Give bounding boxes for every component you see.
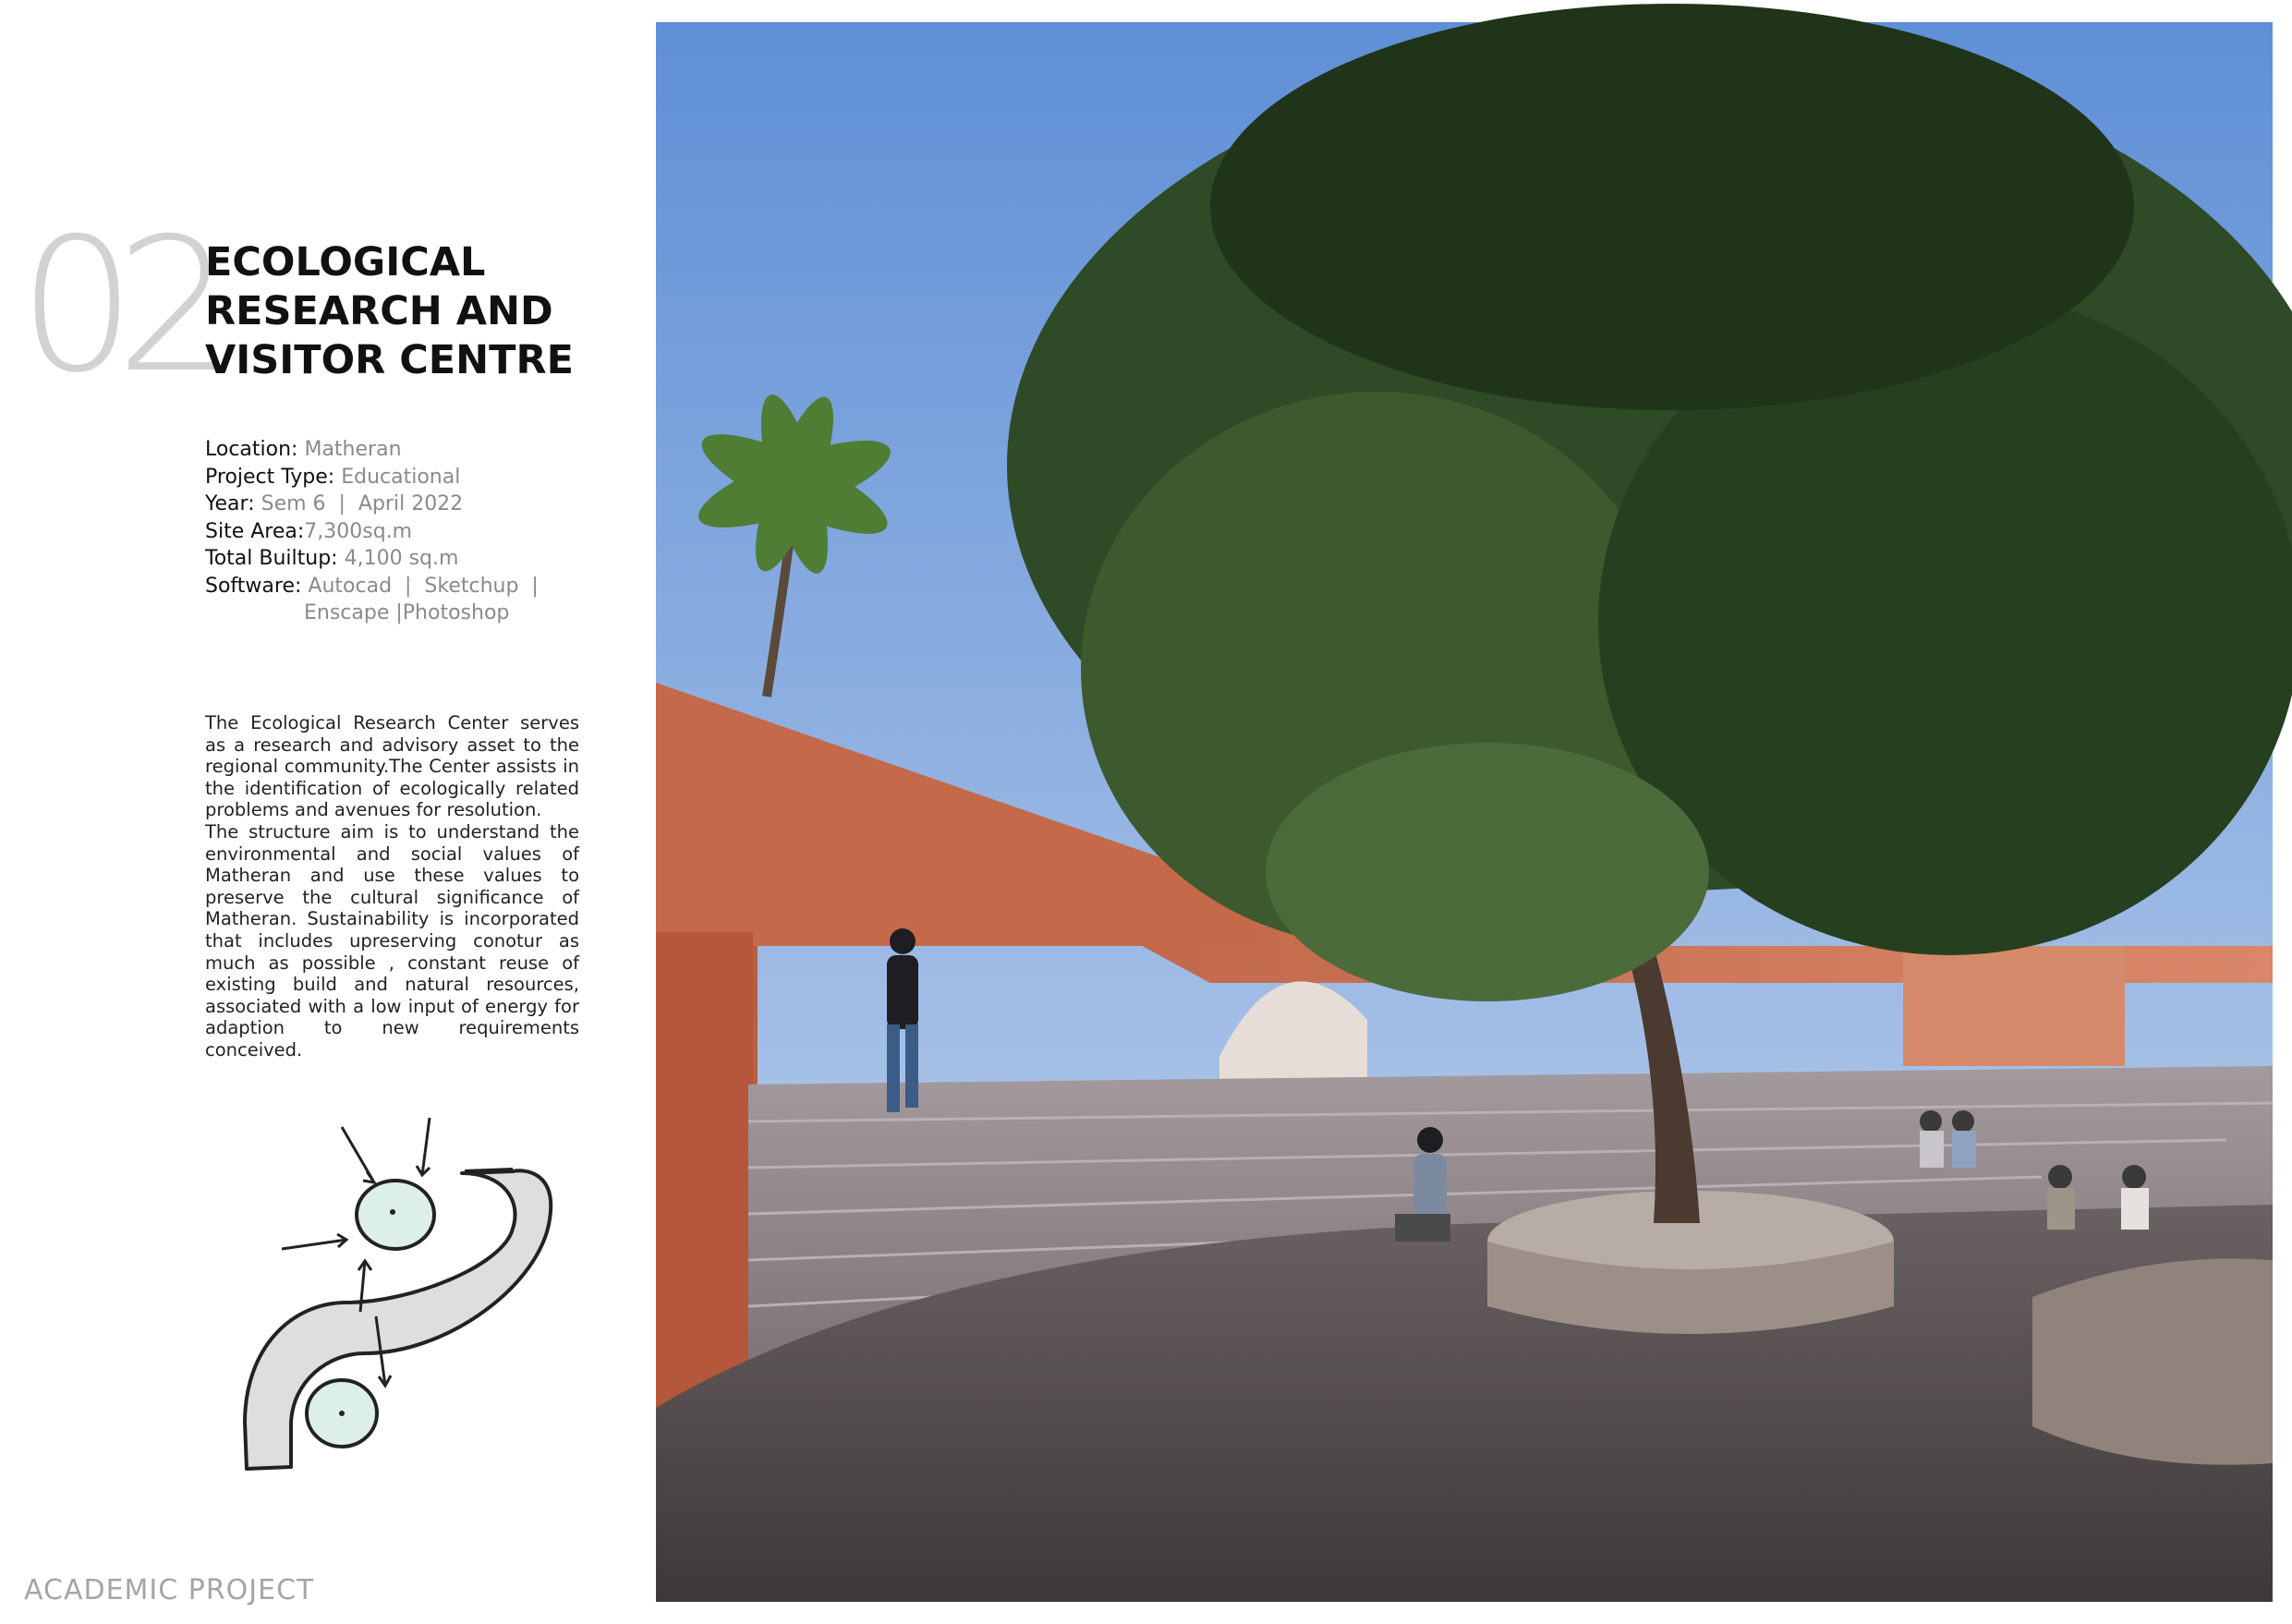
software-value-line-2: Enscape |Photoshop [304, 601, 510, 624]
green-mass-dot-lower [339, 1411, 345, 1416]
concept-sketch [208, 1118, 577, 1506]
location-value: Matheran [304, 438, 402, 461]
info-software [205, 573, 593, 627]
project-info [205, 436, 593, 627]
project-description [205, 712, 579, 1061]
project-type-label: Project Type: [205, 465, 335, 489]
photographer [1413, 1154, 1447, 1218]
walking-person [887, 955, 918, 1029]
pillar [656, 932, 753, 1412]
project-type-value: Educational [341, 465, 461, 489]
arrow-3 [282, 1240, 346, 1249]
courtyard-render [656, 22, 2273, 1624]
builtup-label: Total Builtup: [205, 547, 338, 570]
info-total-builtup [205, 545, 593, 573]
info-project-type [205, 464, 593, 491]
project-number: 02 [18, 199, 213, 414]
green-mass-dot [390, 1209, 395, 1215]
description-paragraph-1: The Ecological Research Center serves as a research and advisory asset to the regional community.The Center assists in the identification of ecologically related problems and avenues for resolution. [205, 712, 579, 821]
description-paragraph-2: The structure aim is to understand the environmental and social values of Matheran and use these values to preserve the cultural significance of Matheran. Sustainability is incorporated that includes upreserving conotur as much as possible , constant reuse of existing build and natural resources, associated with a low input of energy for adaption to new requirements conceived. [205, 820, 579, 1060]
arrow-2 [422, 1118, 430, 1175]
info-year [205, 491, 593, 518]
page-number: 11 [2225, 1602, 2249, 1624]
green-mass-upper [357, 1181, 434, 1249]
site-area-label: Site Area: [205, 519, 305, 543]
info-site-area [205, 518, 593, 546]
render-illustration [656, 22, 2273, 1602]
footer-label: ACADEMIC PROJECT [24, 1574, 315, 1606]
builtup-value: 4,100 sq.m [344, 547, 459, 570]
distant-building [1903, 946, 2125, 1066]
site-area-value: 7,300sq.m [304, 519, 413, 543]
path-edge [465, 1170, 513, 1171]
title-line-2: RESEARCH AND [205, 288, 553, 334]
title-line-1: ECOLOGICAL [205, 239, 486, 285]
title-line-3: VISITOR CENTRE [205, 337, 574, 383]
project-title [205, 238, 612, 385]
year-label: Year: [205, 492, 255, 515]
location-label: Location: [205, 438, 298, 461]
software-label: Software: [205, 574, 302, 598]
software-value-line-1: Autocad | Sketchup | [308, 574, 539, 598]
year-value: Sem 6 | April 2022 [261, 492, 464, 515]
info-location [205, 436, 593, 464]
second-planter [2032, 1258, 2273, 1464]
